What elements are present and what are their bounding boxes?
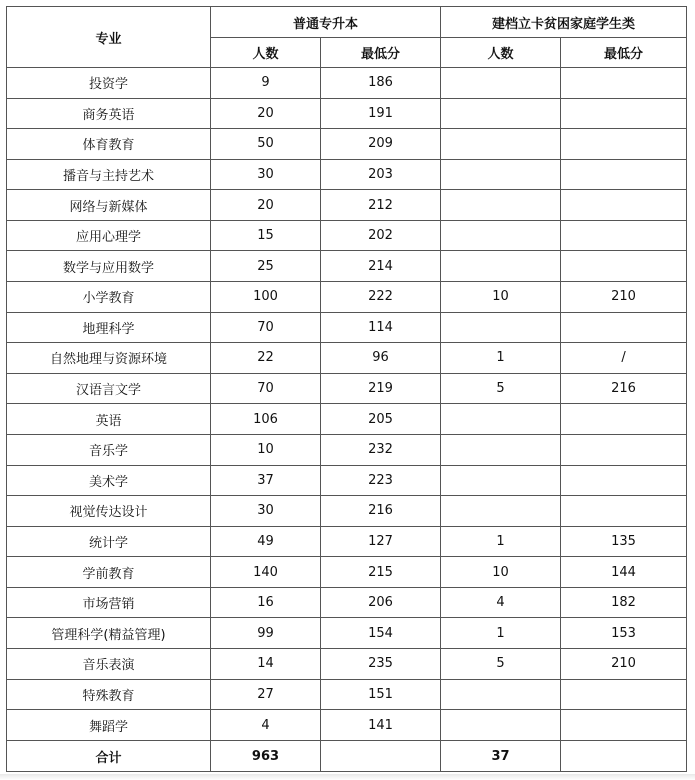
row-regular-count: 9 bbox=[211, 68, 321, 99]
row-poverty-min-score bbox=[561, 251, 687, 282]
row-poverty-min-score bbox=[561, 496, 687, 527]
table-row bbox=[7, 190, 687, 221]
row-poverty-count bbox=[441, 496, 561, 527]
row-poverty-count: 1 bbox=[441, 343, 561, 374]
row-regular-min-score: 209 bbox=[321, 129, 441, 160]
row-regular-min-score: 202 bbox=[321, 220, 441, 251]
header-major: 专业 bbox=[7, 7, 211, 68]
row-poverty-count bbox=[441, 220, 561, 251]
table-row bbox=[7, 465, 687, 496]
total-regular-count: 963 bbox=[211, 741, 321, 772]
row-major: 汉语言文学 bbox=[7, 373, 211, 404]
row-poverty-count: 5 bbox=[441, 373, 561, 404]
row-poverty-count: 10 bbox=[441, 557, 561, 588]
table-row bbox=[7, 404, 687, 435]
row-regular-min-score: 214 bbox=[321, 251, 441, 282]
row-regular-count: 70 bbox=[211, 373, 321, 404]
header-poverty-min-score: 最低分 bbox=[561, 38, 687, 68]
row-poverty-min-score bbox=[561, 190, 687, 221]
row-regular-min-score: 154 bbox=[321, 618, 441, 649]
row-regular-count: 30 bbox=[211, 159, 321, 190]
row-regular-min-score: 114 bbox=[321, 312, 441, 343]
row-regular-count: 14 bbox=[211, 648, 321, 679]
row-poverty-min-score bbox=[561, 404, 687, 435]
total-poverty-min-score bbox=[561, 741, 687, 772]
row-poverty-count bbox=[441, 312, 561, 343]
row-regular-min-score: 191 bbox=[321, 98, 441, 129]
row-major: 统计学 bbox=[7, 526, 211, 557]
row-regular-min-score: 127 bbox=[321, 526, 441, 557]
table-row bbox=[7, 434, 687, 465]
row-regular-count: 27 bbox=[211, 679, 321, 710]
row-major: 播音与主持艺术 bbox=[7, 159, 211, 190]
row-regular-min-score: 151 bbox=[321, 679, 441, 710]
row-major: 商务英语 bbox=[7, 98, 211, 129]
row-poverty-min-score bbox=[561, 159, 687, 190]
row-poverty-count bbox=[441, 679, 561, 710]
row-poverty-min-score: 216 bbox=[561, 373, 687, 404]
row-poverty-count bbox=[441, 251, 561, 282]
row-poverty-count bbox=[441, 465, 561, 496]
row-major: 学前教育 bbox=[7, 557, 211, 588]
row-poverty-min-score bbox=[561, 434, 687, 465]
row-major: 市场营销 bbox=[7, 587, 211, 618]
row-regular-count: 100 bbox=[211, 282, 321, 313]
row-poverty-min-score bbox=[561, 710, 687, 741]
row-regular-min-score: 186 bbox=[321, 68, 441, 99]
total-regular-min-score bbox=[321, 741, 441, 772]
row-regular-min-score: 219 bbox=[321, 373, 441, 404]
row-regular-min-score: 212 bbox=[321, 190, 441, 221]
row-regular-min-score: 222 bbox=[321, 282, 441, 313]
row-poverty-count bbox=[441, 159, 561, 190]
row-poverty-min-score bbox=[561, 68, 687, 99]
header-group-poverty: 建档立卡贫困家庭学生类 bbox=[441, 7, 687, 38]
row-regular-count: 25 bbox=[211, 251, 321, 282]
row-major: 舞蹈学 bbox=[7, 710, 211, 741]
row-regular-count: 30 bbox=[211, 496, 321, 527]
row-regular-min-score: 96 bbox=[321, 343, 441, 374]
row-poverty-min-score: 153 bbox=[561, 618, 687, 649]
table-row bbox=[7, 129, 687, 160]
row-major: 管理科学(精益管理) bbox=[7, 618, 211, 649]
row-poverty-min-score: 182 bbox=[561, 587, 687, 618]
row-regular-count: 20 bbox=[211, 190, 321, 221]
table-row bbox=[7, 618, 687, 649]
row-major: 地理科学 bbox=[7, 312, 211, 343]
row-regular-count: 37 bbox=[211, 465, 321, 496]
row-regular-count: 140 bbox=[211, 557, 321, 588]
admission-table bbox=[6, 6, 687, 772]
row-poverty-min-score: 210 bbox=[561, 648, 687, 679]
row-poverty-count bbox=[441, 68, 561, 99]
row-poverty-min-score bbox=[561, 679, 687, 710]
row-poverty-min-score: / bbox=[561, 343, 687, 374]
row-major: 音乐表演 bbox=[7, 648, 211, 679]
total-label: 合计 bbox=[7, 741, 211, 772]
row-regular-min-score: 203 bbox=[321, 159, 441, 190]
row-regular-min-score: 206 bbox=[321, 587, 441, 618]
row-poverty-count: 5 bbox=[441, 648, 561, 679]
row-regular-min-score: 235 bbox=[321, 648, 441, 679]
row-regular-min-score: 215 bbox=[321, 557, 441, 588]
row-poverty-min-score bbox=[561, 98, 687, 129]
table-row bbox=[7, 220, 687, 251]
row-regular-min-score: 223 bbox=[321, 465, 441, 496]
header-group-regular: 普通专升本 bbox=[211, 7, 441, 38]
row-regular-count: 22 bbox=[211, 343, 321, 374]
row-major: 体育教育 bbox=[7, 129, 211, 160]
table-row bbox=[7, 282, 687, 313]
row-regular-count: 16 bbox=[211, 587, 321, 618]
row-poverty-count: 4 bbox=[441, 587, 561, 618]
table-row bbox=[7, 68, 687, 99]
row-regular-min-score: 232 bbox=[321, 434, 441, 465]
total-row bbox=[7, 741, 687, 772]
row-regular-count: 49 bbox=[211, 526, 321, 557]
table-row bbox=[7, 251, 687, 282]
table-row bbox=[7, 557, 687, 588]
row-poverty-min-score bbox=[561, 129, 687, 160]
header-poverty-count: 人数 bbox=[441, 38, 561, 68]
row-regular-count: 10 bbox=[211, 434, 321, 465]
row-major: 自然地理与资源环境 bbox=[7, 343, 211, 374]
row-major: 数学与应用数学 bbox=[7, 251, 211, 282]
table-row bbox=[7, 496, 687, 527]
row-regular-count: 50 bbox=[211, 129, 321, 160]
row-poverty-count: 1 bbox=[441, 526, 561, 557]
row-poverty-min-score: 135 bbox=[561, 526, 687, 557]
row-poverty-count bbox=[441, 710, 561, 741]
row-regular-count: 4 bbox=[211, 710, 321, 741]
row-regular-count: 99 bbox=[211, 618, 321, 649]
row-regular-count: 20 bbox=[211, 98, 321, 129]
table-body bbox=[7, 68, 687, 741]
row-major: 视觉传达设计 bbox=[7, 496, 211, 527]
table-row bbox=[7, 587, 687, 618]
header-regular-min-score: 最低分 bbox=[321, 38, 441, 68]
header-row-groups bbox=[7, 7, 687, 38]
row-poverty-count bbox=[441, 434, 561, 465]
row-regular-count: 15 bbox=[211, 220, 321, 251]
row-major: 音乐学 bbox=[7, 434, 211, 465]
row-regular-min-score: 216 bbox=[321, 496, 441, 527]
total-poverty-count: 37 bbox=[441, 741, 561, 772]
admission-table-sheet bbox=[6, 6, 686, 772]
row-major: 应用心理学 bbox=[7, 220, 211, 251]
table-row bbox=[7, 679, 687, 710]
table-row bbox=[7, 343, 687, 374]
row-poverty-count: 10 bbox=[441, 282, 561, 313]
table-row bbox=[7, 373, 687, 404]
row-regular-count: 106 bbox=[211, 404, 321, 435]
row-regular-count: 70 bbox=[211, 312, 321, 343]
row-poverty-count bbox=[441, 98, 561, 129]
row-major: 小学教育 bbox=[7, 282, 211, 313]
table-row bbox=[7, 98, 687, 129]
row-poverty-count bbox=[441, 404, 561, 435]
row-poverty-min-score: 144 bbox=[561, 557, 687, 588]
row-poverty-min-score bbox=[561, 465, 687, 496]
row-major: 特殊教育 bbox=[7, 679, 211, 710]
row-poverty-min-score bbox=[561, 220, 687, 251]
table-row bbox=[7, 710, 687, 741]
row-poverty-count bbox=[441, 129, 561, 160]
table-row bbox=[7, 159, 687, 190]
header-regular-count: 人数 bbox=[211, 38, 321, 68]
table-row bbox=[7, 526, 687, 557]
table-row bbox=[7, 648, 687, 679]
row-major: 英语 bbox=[7, 404, 211, 435]
page-bottom-edge bbox=[0, 774, 695, 780]
row-major: 网络与新媒体 bbox=[7, 190, 211, 221]
row-regular-min-score: 141 bbox=[321, 710, 441, 741]
row-poverty-count bbox=[441, 190, 561, 221]
row-regular-min-score: 205 bbox=[321, 404, 441, 435]
row-poverty-count: 1 bbox=[441, 618, 561, 649]
row-major: 投资学 bbox=[7, 68, 211, 99]
row-poverty-min-score bbox=[561, 312, 687, 343]
table-row bbox=[7, 312, 687, 343]
row-major: 美术学 bbox=[7, 465, 211, 496]
row-poverty-min-score: 210 bbox=[561, 282, 687, 313]
